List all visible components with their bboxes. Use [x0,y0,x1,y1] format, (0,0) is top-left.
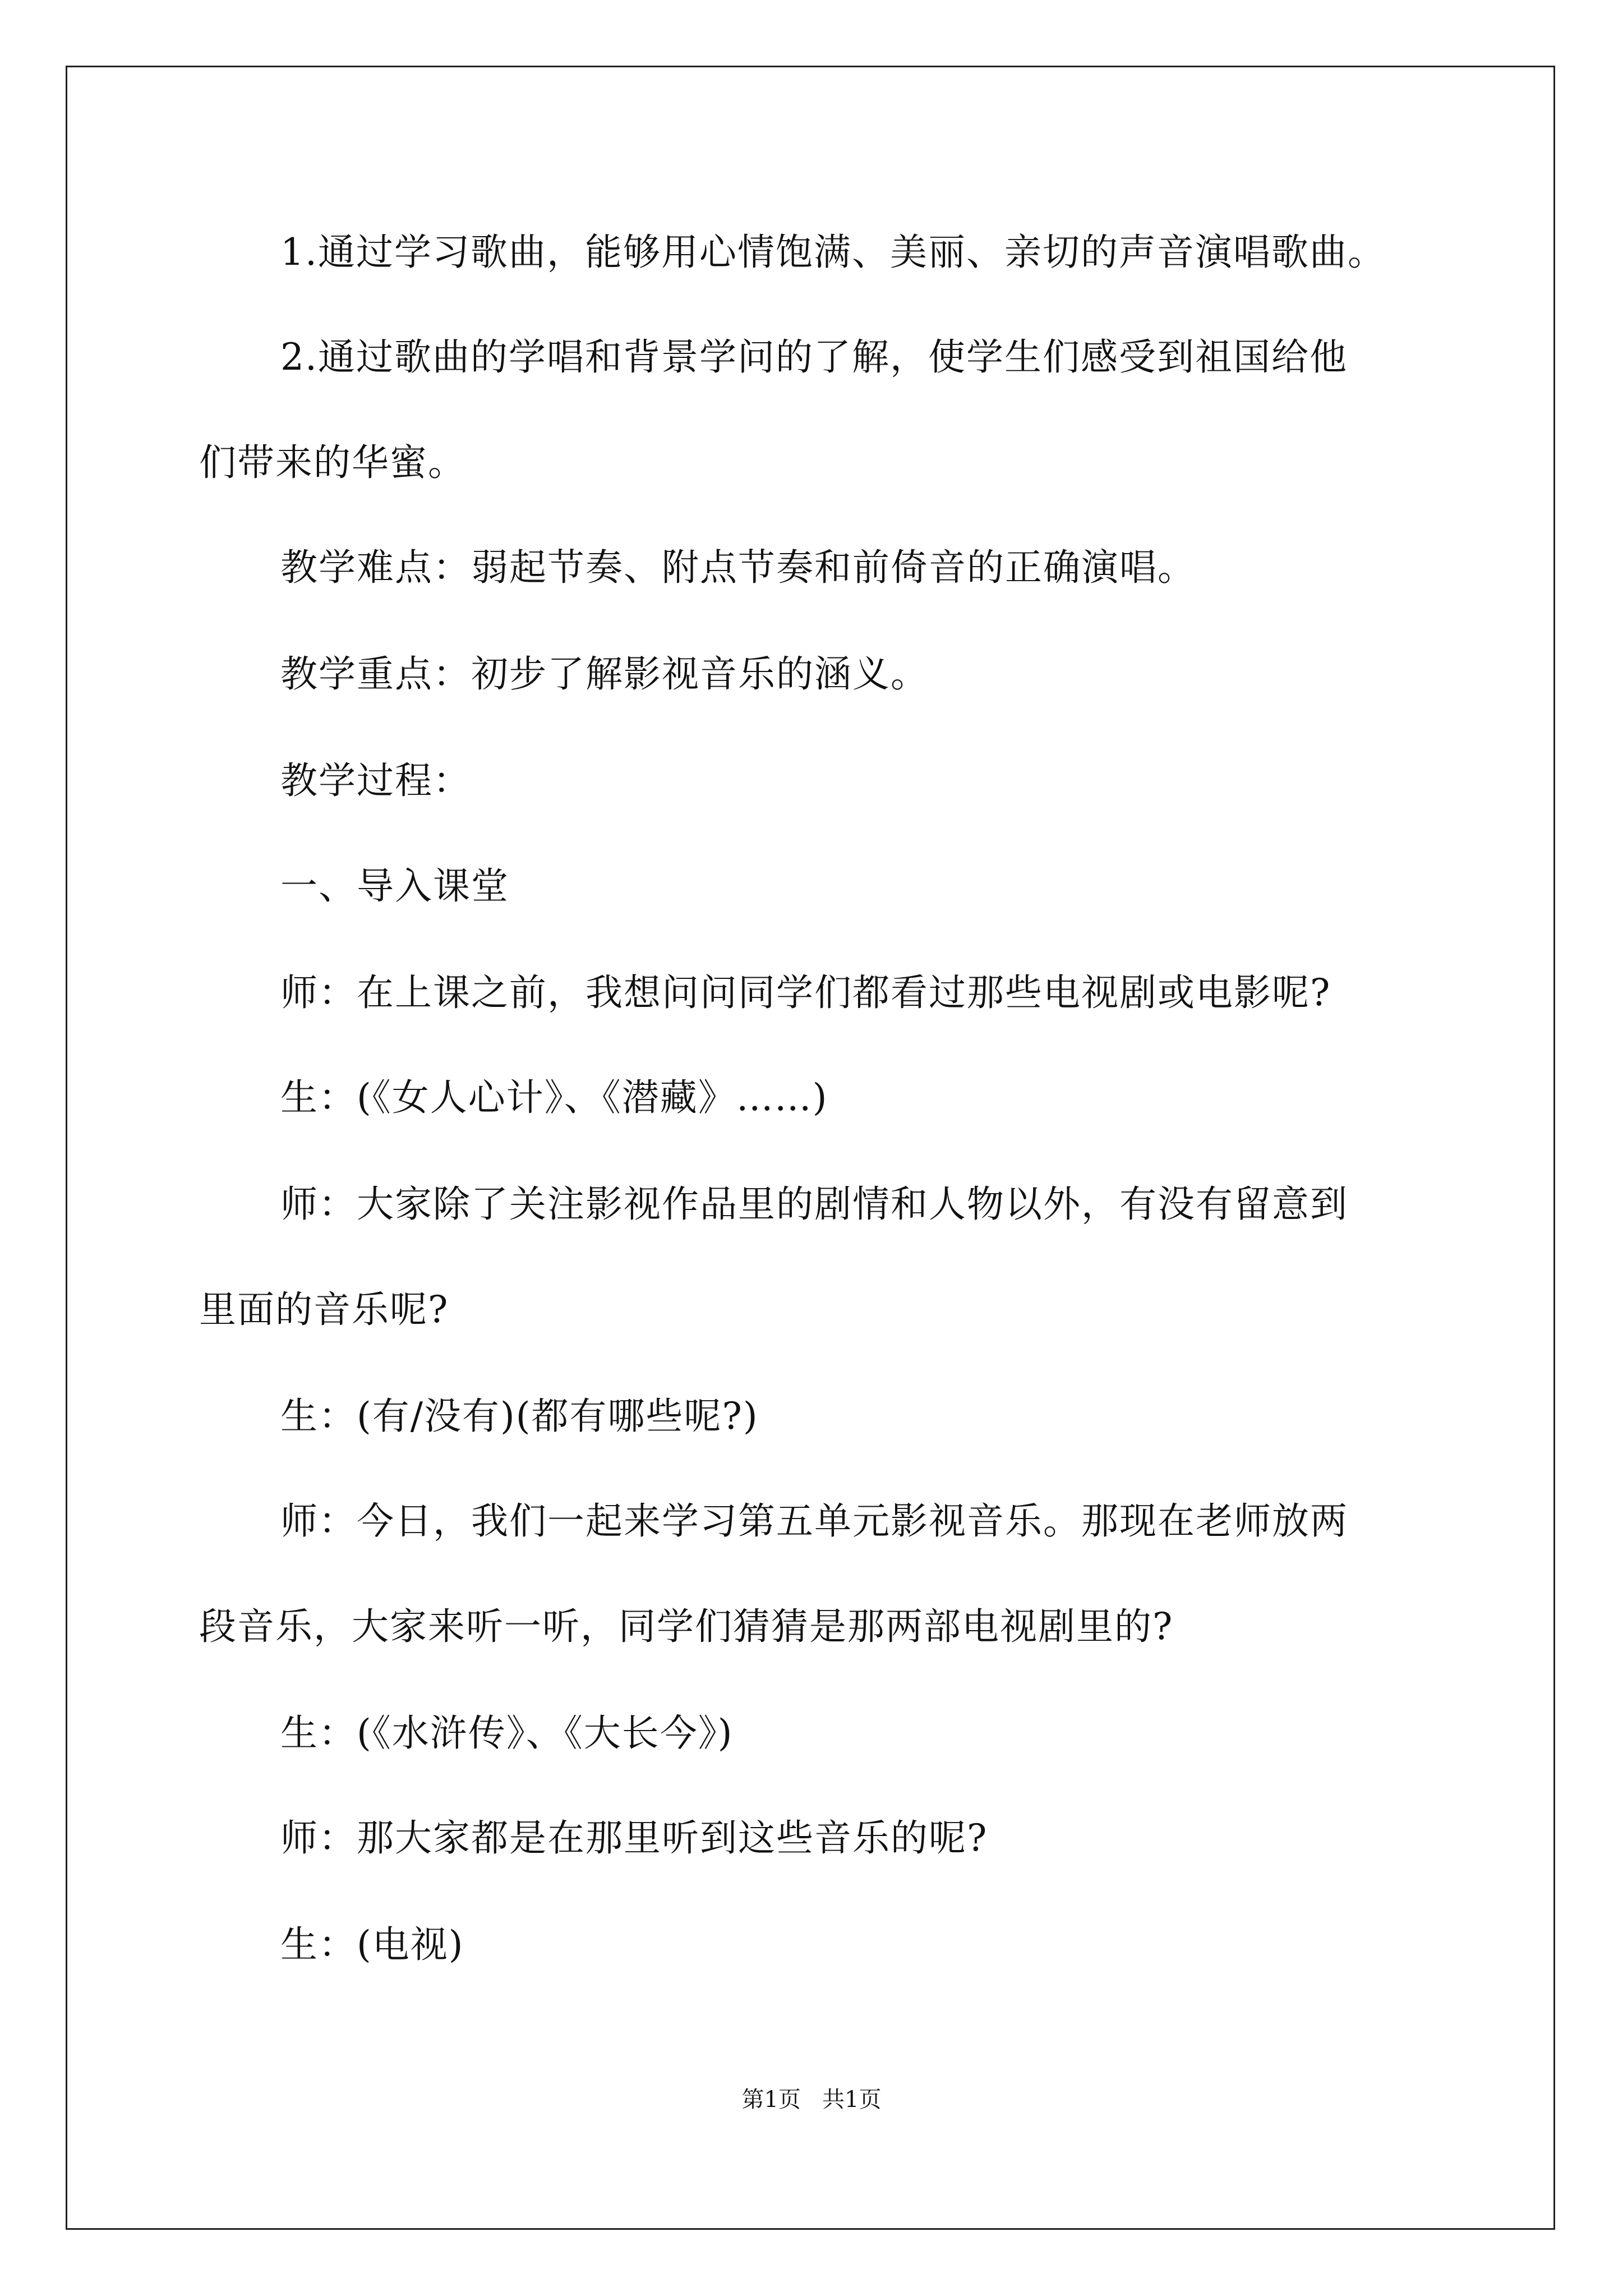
dialogue-line: 师：今日，我们一起来学习第五单元影视音乐。那现在老师放两 [280,1499,1348,1543]
dialogue-line-continued: 里面的音乐呢? [199,1288,449,1331]
paragraph-key-point: 教学重点：初步了解影视音乐的涵义。 [280,652,929,696]
paragraph-objective-2-continued: 们带来的华蜜。 [199,441,466,484]
paragraph-objective-2: 2.通过歌曲的学唱和背景学问的了解，使学生们感受到祖国给他 [280,335,1348,379]
page-border [66,66,1555,2230]
page-number-footer: 第1页 共1页 [741,2087,882,2113]
paragraph-difficulty: 教学难点：弱起节奏、附点节奏和前倚音的正确演唱。 [280,546,1196,589]
dialogue-line: 师：在上课之前，我想问问同学们都看过那些电视剧或电影呢? [280,971,1331,1014]
section-heading-intro: 一、导入课堂 [280,864,509,908]
dialogue-line: 生：(电视) [280,1923,464,1966]
dialogue-line: 师：大家除了关注影视作品里的剧情和人物以外，有没有留意到 [280,1182,1348,1226]
paragraph-objective-1: 1.通过学习歌曲，能够用心情饱满、美丽、亲切的声音演唱歌曲。 [280,231,1386,274]
dialogue-line: 生：(《水浒传》、《大长今》) [280,1711,734,1755]
dialogue-line: 生：(《女人心计》、《潜藏》……) [280,1076,828,1119]
dialogue-line: 生：(有/没有)(都有哪些呢?) [280,1395,759,1438]
paragraph-process-heading: 教学过程： [280,759,471,802]
dialogue-line-continued: 段音乐，大家来听一听，同学们猜猜是那两部电视剧里的? [199,1605,1174,1648]
dialogue-line: 师：那大家都是在那里听到这些音乐的呢? [280,1816,988,1860]
